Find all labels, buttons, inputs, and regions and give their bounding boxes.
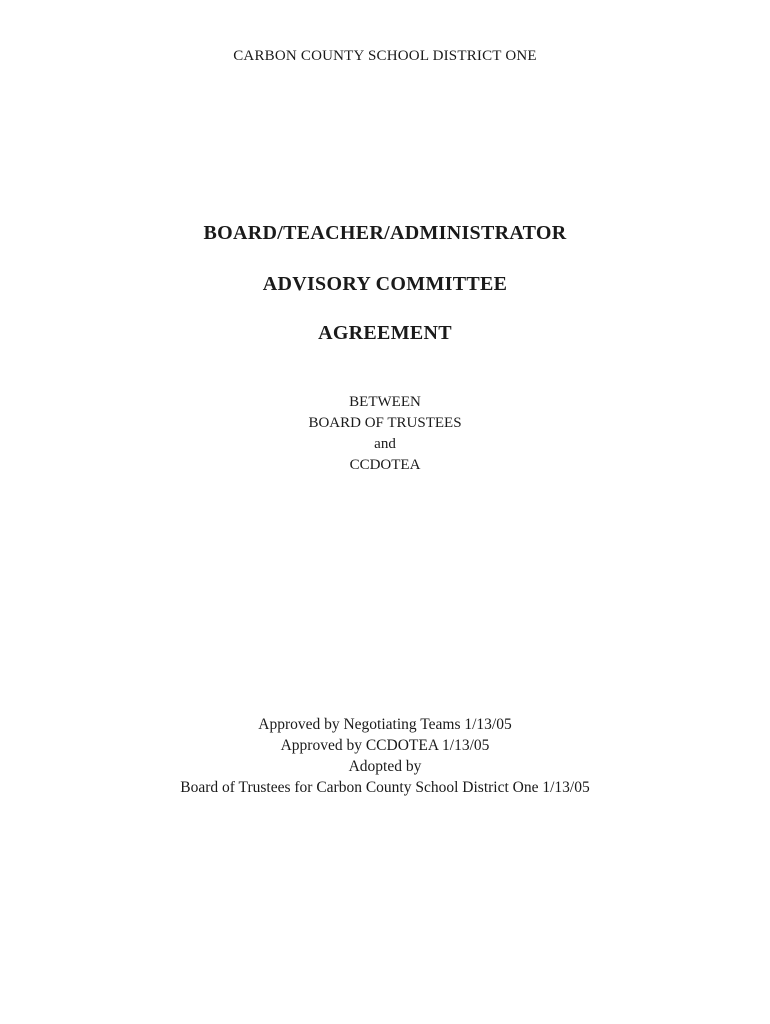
approval-negotiating-teams: Approved by Negotiating Teams 1/13/05	[258, 716, 512, 733]
adopted-by-label: Adopted by	[348, 758, 422, 775]
and-label: and	[374, 436, 396, 452]
between-label: BETWEEN	[349, 394, 421, 410]
party-ccdotea: CCDOTEA	[349, 457, 421, 473]
parties-block	[0, 392, 770, 476]
adopted-by-board: Board of Trustees for Carbon County School District One 1/13/05	[180, 779, 590, 796]
party-board-of-trustees: BOARD OF TRUSTEES	[308, 415, 462, 431]
document-title-line-2: ADVISORY COMMITTEE	[262, 273, 508, 295]
approval-ccdotea: Approved by CCDOTEA 1/13/05	[280, 737, 490, 754]
approvals-block	[0, 714, 770, 798]
document-title-line-3: AGREEMENT	[318, 322, 452, 344]
document-title-line-1: BOARD/TEACHER/ADMINISTRATOR	[203, 222, 567, 244]
district-header: CARBON COUNTY SCHOOL DISTRICT ONE	[233, 48, 537, 64]
